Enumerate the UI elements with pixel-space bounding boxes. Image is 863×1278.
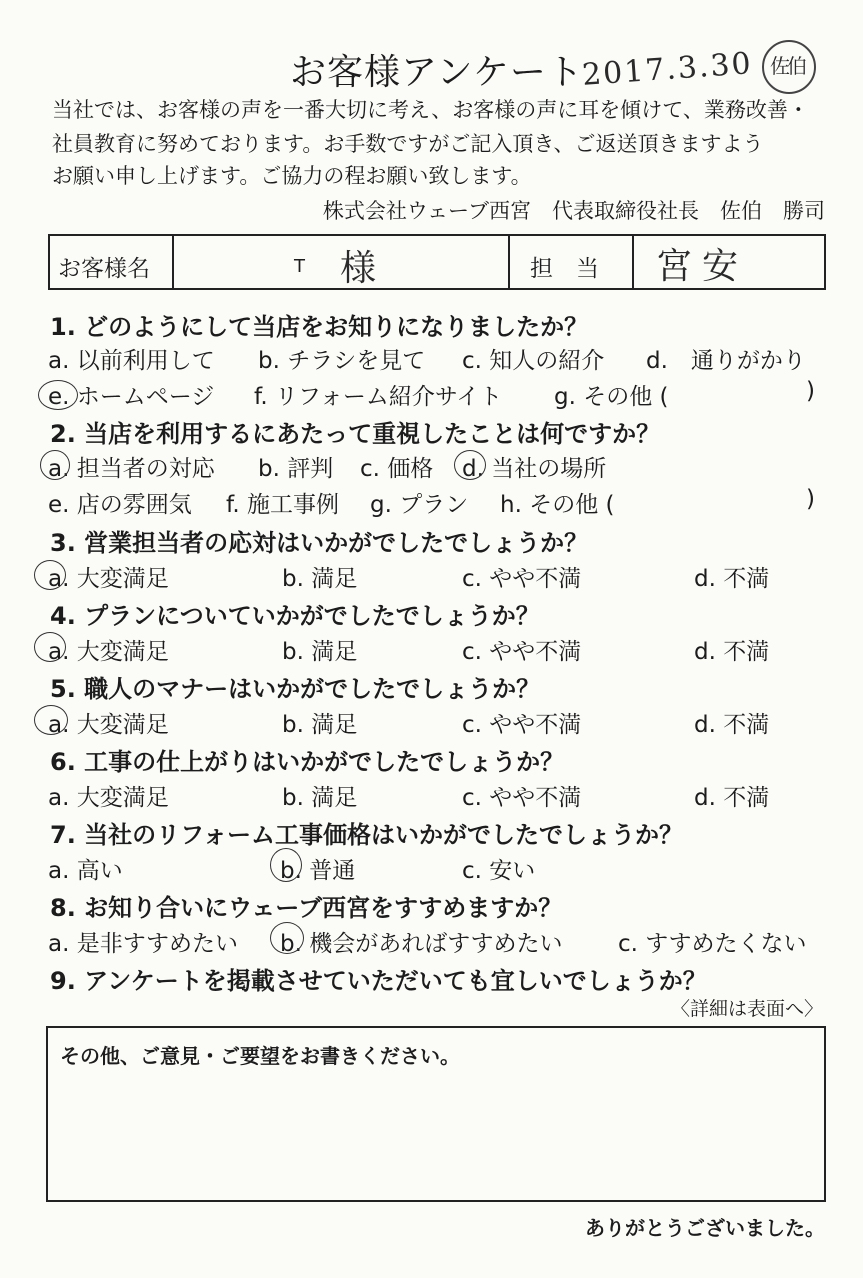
customer-header-table <box>48 234 826 290</box>
q6-option-d: d. 不満 <box>694 785 770 811</box>
q5-option-a: a. 大変満足 <box>48 712 169 738</box>
q1-option-b: b. チラシを見て <box>258 348 426 374</box>
question-3: 3. 営業担当者の応対はいかがでしたでしょうか？ <box>50 529 589 557</box>
q3-option-d: d. 不満 <box>694 566 770 592</box>
q1-option-a: a. 以前利用して <box>48 348 215 374</box>
q2-option-f: f. 施工事例 <box>226 492 340 518</box>
intro-line-1: 当社では、お客様の声を一番大切に考え、お客様の声に耳を傾けて、業務改善・ <box>52 98 809 122</box>
comment-box <box>46 1026 826 1202</box>
q7-option-c: c. 安い <box>462 858 536 884</box>
customer-name-label: お客様名 <box>58 256 150 282</box>
q5-option-c: c. やや不満 <box>462 712 582 738</box>
question-4: 4. プランについていかがでしたでしょうか？ <box>50 602 540 630</box>
intro-line-2: 社員教育に努めております。お手数ですがご記入頂き、ご返送頂きますよう <box>52 132 764 156</box>
company-signature: 株式会社ウェーブ西宮 代表取締役社長 佐伯 勝司 <box>322 199 825 223</box>
q6-option-a: a. 大変満足 <box>48 785 169 811</box>
handwritten-date: 2017.3.30 <box>580 46 754 93</box>
question-7: 7. 当社のリフォーム工事価格はいかがでしたでしょうか？ <box>50 821 683 849</box>
answer-circle-q2-a <box>40 450 70 480</box>
answer-circle-q5-a <box>34 705 68 735</box>
detail-note: 〈詳細は表面へ〉 <box>670 998 823 1020</box>
q1-option-e: e. ホームページ <box>48 384 215 410</box>
q2-option-b: b. 評判 <box>258 456 334 482</box>
answer-circle-q3-a <box>34 560 66 590</box>
q6-option-c: c. やや不満 <box>462 785 582 811</box>
answer-circle-q7-b <box>270 848 302 882</box>
staff-name-value: 宮安 <box>656 246 749 287</box>
customer-suffix: 様 <box>340 248 377 289</box>
q4-option-c: c. やや不満 <box>462 639 582 665</box>
q8-option-a: a. 是非すすめたい <box>48 931 238 957</box>
q1-option-c: c. 知人の紹介 <box>462 348 605 374</box>
q6-option-b: b. 満足 <box>282 785 358 811</box>
q7-option-a: a. 高い <box>48 858 123 884</box>
seal-stamp: 佐伯 <box>762 40 816 94</box>
q7-option-b: b. 普通 <box>280 858 356 884</box>
question-5: 5. 職人のマナーはいかがでしたでしょうか？ <box>50 675 541 703</box>
answer-circle-q8-b <box>270 922 304 954</box>
q5-option-b: b. 満足 <box>282 712 358 738</box>
q3-option-c: c. やや不満 <box>462 566 582 592</box>
answer-circle-q4-a <box>34 632 66 662</box>
intro-line-3: お願い申し上げます。ご協力の程お願い致します。 <box>52 164 532 188</box>
q3-option-b: b. 満足 <box>282 566 358 592</box>
survey-title: お客様アンケート <box>290 52 584 93</box>
answer-circle-q2-d <box>454 450 486 480</box>
q1-option-g: g. その他 ( <box>554 384 669 410</box>
q2-option-d: d. 当社の場所 <box>462 456 607 482</box>
q1-option-g-close: ) <box>806 378 815 404</box>
question-8: 8. お知り合いにウェーブ西宮をすすめますか？ <box>50 894 563 922</box>
answer-circle-q1-e <box>38 380 78 410</box>
q2-option-a: a. 担当者の対応 <box>48 456 215 482</box>
customer-name-value: T <box>294 256 305 277</box>
q2-option-c: c. 価格 <box>360 456 434 482</box>
q4-option-d: d. 不満 <box>694 639 770 665</box>
q1-option-d: d. 通りがかり <box>646 348 806 374</box>
question-6: 6. 工事の仕上がりはいかがでしたでしょうか？ <box>50 748 565 776</box>
q2-option-h-close: ) <box>806 486 815 512</box>
q1-option-f: f. リフォーム紹介サイト <box>254 384 503 410</box>
staff-label: 担 当 <box>530 256 599 282</box>
q4-option-b: b. 満足 <box>282 639 358 665</box>
comment-box-label: その他、ご意見・ご要望をお書きください。 <box>60 1044 460 1068</box>
question-2: 2. 当店を利用するにあたって重視したことは何ですか？ <box>50 420 661 448</box>
question-1: 1. どのようにして当店をお知りになりましたか？ <box>50 313 589 341</box>
q5-option-d: d. 不満 <box>694 712 770 738</box>
closing-thanks: ありがとうございました。 <box>585 1216 825 1240</box>
q2-option-e: e. 店の雰囲気 <box>48 492 192 518</box>
q2-option-g: g. プラン <box>370 492 469 518</box>
q4-option-a: a. 大変満足 <box>48 639 169 665</box>
q2-option-h: h. その他 ( <box>500 492 615 518</box>
q8-option-b: b. 機会があればすすめたい <box>280 931 563 957</box>
question-9: 9. アンケートを掲載させていただいても宜しいでしょうか？ <box>50 967 707 995</box>
q3-option-a: a. 大変満足 <box>48 566 169 592</box>
q8-option-c: c. すすめたくない <box>618 931 807 957</box>
